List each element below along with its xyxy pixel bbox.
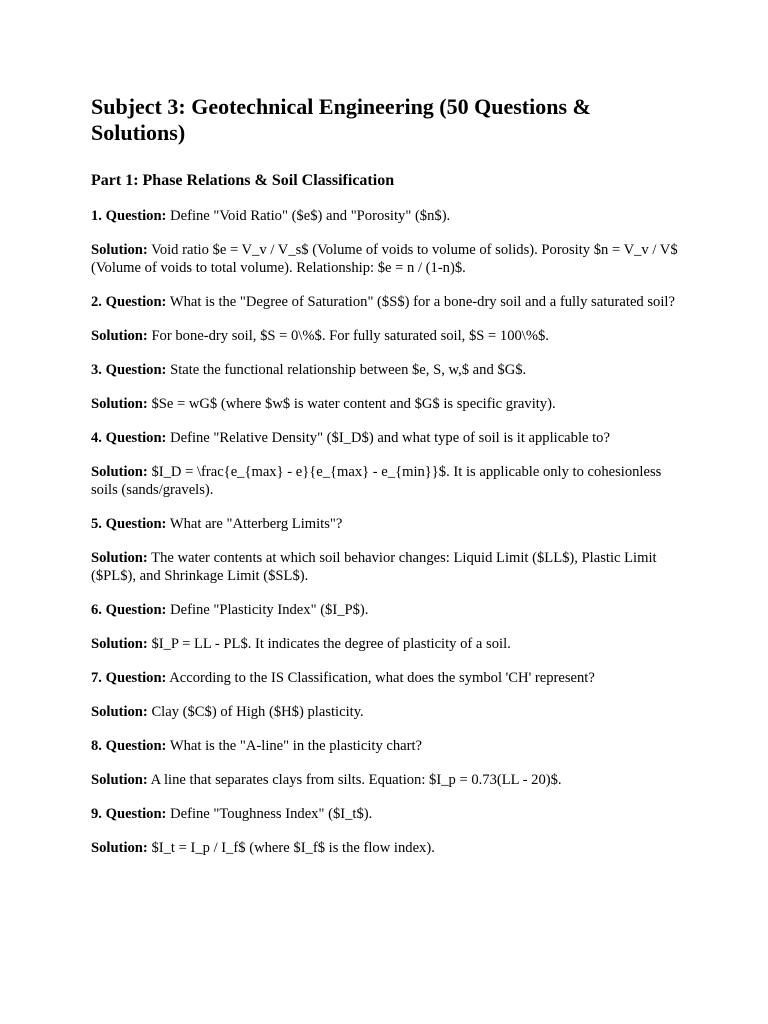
- solution-3: [91, 395, 678, 413]
- solution-text: $I_D = \frac{e_{max} - e}{e_{max} - e_{min}}$. It is applicable only to cohesionless soils (sands/gravels).: [91, 464, 662, 498]
- question-label-text: Question:: [105, 738, 167, 754]
- question-number: 2.: [91, 294, 102, 310]
- question-text: Define "Relative Density" ($I_D$) and what type of soil is it applicable to?: [170, 430, 610, 446]
- question-3: [91, 361, 678, 379]
- solution-text: The water contents at which soil behavior changes: Liquid Limit ($LL$), Plastic Limit ($PL$), and Shrinkage Limit ($SL$).: [91, 550, 657, 584]
- part-heading: Part 1: Phase Relations & Soil Classification: [91, 172, 395, 189]
- solution-7: [91, 703, 678, 721]
- question-1: [91, 207, 678, 225]
- question-6: [91, 601, 678, 619]
- solution-1: [91, 241, 678, 277]
- question-number: 3.: [91, 362, 102, 378]
- solution-8: [91, 771, 678, 789]
- solution-9: [91, 839, 678, 857]
- question-label-text: Question:: [105, 430, 167, 446]
- question-text: What is the "Degree of Saturation" ($S$) for a bone-dry soil and a fully saturated soil?: [169, 294, 675, 310]
- question-4: [91, 429, 678, 447]
- solution-label: Solution:: [91, 704, 148, 720]
- question-text: State the functional relationship between $e, S, w,$ and $G$.: [170, 362, 527, 378]
- solution-4: [91, 463, 678, 499]
- solution-label: Solution:: [91, 840, 148, 856]
- question-label-text: Question:: [105, 516, 167, 532]
- question-5: [91, 515, 678, 533]
- question-text: What is the "A-line" in the plasticity chart?: [169, 738, 423, 754]
- solution-label: Solution:: [91, 636, 148, 652]
- question-text: What are "Atterberg Limits"?: [169, 516, 343, 532]
- question-label: [91, 516, 166, 532]
- question-number: 7.: [91, 670, 102, 686]
- question-label: [91, 806, 166, 822]
- solution-label: Solution:: [91, 772, 148, 788]
- solution-text: Clay ($C$) of High ($H$) plasticity.: [151, 704, 364, 720]
- question-number: 8.: [91, 738, 102, 754]
- solution-text: $I_P = LL - PL$. It indicates the degree of plasticity of a soil.: [151, 636, 511, 652]
- solution-label: Solution:: [91, 550, 148, 566]
- solution-text: A line that separates clays from silts. Equation: $I_p = 0.73(LL - 20)$.: [150, 772, 562, 788]
- question-text: Define "Void Ratio" ($e$) and "Porosity" ($n$).: [170, 208, 451, 224]
- solution-text: $I_t = I_p / I_f$ (where $I_f$ is the flow index).: [151, 840, 435, 856]
- question-label-text: Question:: [105, 670, 167, 686]
- solution-5: [91, 549, 678, 585]
- question-number: 6.: [91, 602, 102, 618]
- document-title: Subject 3: Geotechnical Engineering (50 Questions & Solutions): [91, 94, 591, 145]
- question-label: [91, 738, 166, 754]
- question-label: [91, 430, 166, 446]
- question-label-text: Question:: [105, 294, 167, 310]
- question-label-text: Question:: [105, 362, 167, 378]
- question-text: According to the IS Classification, what does the symbol 'CH' represent?: [169, 670, 595, 686]
- question-label-text: Question:: [105, 602, 167, 618]
- question-label: [91, 670, 166, 686]
- question-label: [91, 602, 166, 618]
- solution-label: Solution:: [91, 242, 148, 258]
- question-9: [91, 805, 678, 823]
- question-8: [91, 737, 678, 755]
- question-text: Define "Toughness Index" ($I_t$).: [170, 806, 373, 822]
- solution-text: Void ratio $e = V_v / V_s$ (Volume of voids to volume of solids). Porosity $n = V_v / V$ (Volume of voids to total volume). Relationship: $e = n / (1-n)$.: [91, 242, 678, 276]
- solution-label: Solution:: [91, 328, 148, 344]
- solution-2: [91, 327, 678, 345]
- question-text: Define "Plasticity Index" ($I_P$).: [170, 602, 369, 618]
- question-number: 1.: [91, 208, 102, 224]
- solution-label: Solution:: [91, 464, 148, 480]
- question-number: 5.: [91, 516, 102, 532]
- question-number: 9.: [91, 806, 102, 822]
- qa-list: [91, 207, 678, 857]
- question-label: [91, 362, 166, 378]
- question-2: [91, 293, 678, 311]
- solution-text: $Se = wG$ (where $w$ is water content and $G$ is specific gravity).: [151, 396, 556, 412]
- question-label-text: Question:: [105, 806, 167, 822]
- question-label: [91, 294, 166, 310]
- solution-text: For bone-dry soil, $S = 0\%$. For fully saturated soil, $S = 100\%$.: [151, 328, 549, 344]
- question-number: 4.: [91, 430, 102, 446]
- solution-label: Solution:: [91, 396, 148, 412]
- question-label-text: Question:: [105, 208, 167, 224]
- solution-6: [91, 635, 678, 653]
- question-7: [91, 669, 678, 687]
- question-label: [91, 208, 166, 224]
